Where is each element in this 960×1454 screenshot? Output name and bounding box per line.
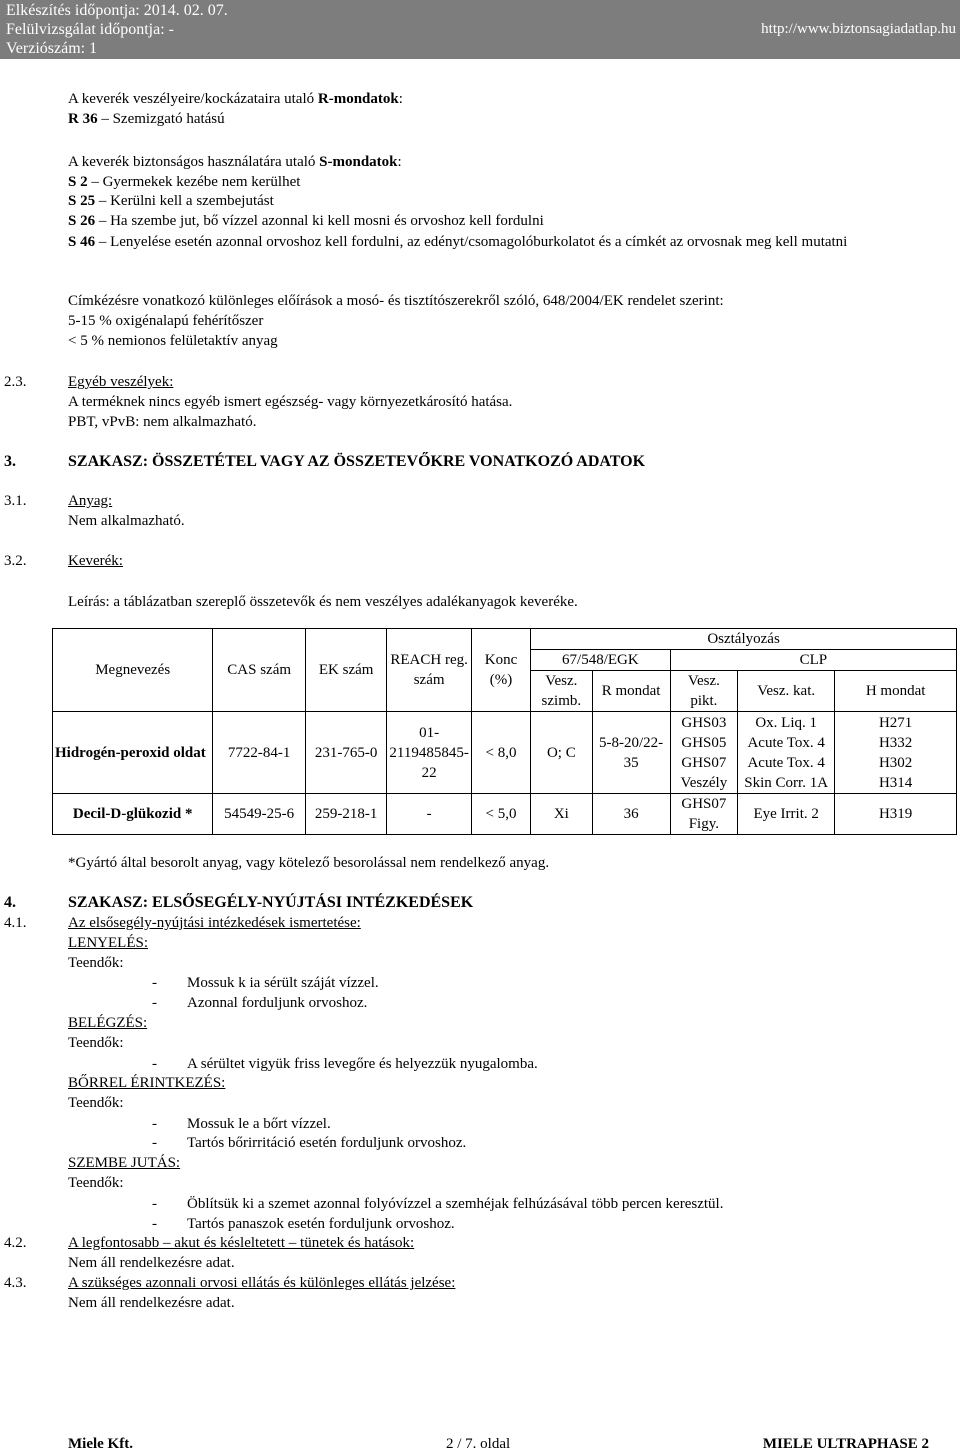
section-2-3-title: Egyéb veszélyek: — [68, 374, 174, 390]
s25-phrase: S 25 – Kerülni kell a szembejutást — [68, 193, 274, 209]
section-3-2-title: Keverék: — [68, 553, 123, 569]
row2-h-phrase: H319 — [835, 794, 957, 835]
section-3-1-number: 3.1. — [4, 493, 27, 509]
ingestion-heading: LENYELÉS: — [68, 935, 148, 951]
header-konc: Konc (%) — [471, 629, 530, 712]
eye-actions-label: Teendők: — [68, 1175, 124, 1191]
s2-phrase: S 2 – Gyermekek kezébe nem kerülhet — [68, 174, 301, 190]
row2-cas: 54549-25-6 — [213, 794, 306, 835]
section-2-3-number: 2.3. — [4, 374, 27, 390]
header-r-phrase: R mondat — [592, 671, 670, 712]
section-4-1-number: 4.1. — [4, 915, 27, 931]
footer-product-name: MIELE ULTRAPHASE 2 — [762, 1436, 929, 1452]
eye-contact-heading: SZEMBE JUTÁS: — [68, 1155, 181, 1171]
ingestion-actions-label: Teendők: — [68, 955, 124, 971]
table-row — [53, 712, 957, 794]
row2-reach: - — [387, 794, 471, 835]
inhalation-actions-label: Teendők: — [68, 1035, 124, 1051]
inhalation-heading: BELÉGZÉS: — [68, 1015, 148, 1031]
eye-step-1: Öblítsük ki a szemet azonnal folyóvízzel a szemhéjak felhúzásával több percen keresztül. — [187, 1196, 724, 1212]
header-cas: CAS szám — [213, 629, 306, 712]
row2-category: Eye Irrit. 2 — [738, 794, 835, 835]
section-3-1-title: Anyag: — [68, 493, 113, 509]
labelling-intro: Címkézésre vonatkozó különleges előírások a mosó- és tisztítószerekről szóló, 648/2004/EK rendelet szerint: — [68, 293, 724, 309]
header-category: Vesz. kat. — [738, 671, 835, 712]
s46-phrase: S 46 – Lenyelése esetén azonnal orvoshoz kell fordulni, az edényt/csomagolóburkolatot és a címkét az orvosnak meg kell mutatni — [68, 234, 848, 250]
skin-actions-label: Teendők: — [68, 1095, 124, 1111]
header-clp: CLP — [670, 650, 956, 671]
header-url-link[interactable]: http://www.biztonsagiadatlap.hu — [761, 21, 956, 37]
inhalation-step-1: A sérültet vigyük friss levegőre és helyezzük nyugalomba. — [187, 1056, 538, 1072]
substance-text: Nem alkalmazható. — [68, 513, 185, 529]
dash-bullet: - — [152, 975, 157, 991]
skin-contact-heading: BŐRREL ÉRINTKEZÉS: — [68, 1075, 226, 1091]
header-name: Megnevezés — [53, 629, 213, 712]
section-4-2-number: 4.2. — [4, 1235, 27, 1251]
header-reach: REACH reg. szám — [387, 629, 471, 712]
eye-step-2: Tartós panaszok esetén forduljunk orvoshoz. — [187, 1216, 455, 1232]
dash-bullet: - — [152, 1116, 157, 1132]
row1-category: Ox. Liq. 1 Acute Tox. 4 Acute Tox. 4 Skin Corr. 1A — [738, 712, 835, 794]
ingestion-step-1: Mossuk k ia sérült száját vízzel. — [187, 975, 379, 991]
row2-konc: < 5,0 — [471, 794, 530, 835]
section-4-1-title: Az elsősegély-nyújtási intézkedések ismertetése: — [68, 915, 361, 931]
mixture-description: Leírás: a táblázatban szereplő összetevők és nem veszélyes adalékanyagok keveréke. — [68, 594, 578, 610]
dash-bullet: - — [152, 1196, 157, 1212]
other-hazards-text: A terméknek nincs egyéb ismert egészség- vagy környezetkárosító hatása. — [68, 394, 513, 410]
skin-step-1: Mossuk le a bőrt vízzel. — [187, 1116, 331, 1132]
dash-bullet: - — [152, 1216, 157, 1232]
section-4-title: SZAKASZ: ELSŐSEGÉLY-NYÚJTÁSI INTÉZKEDÉSEK — [68, 894, 474, 911]
row1-reach: 01-2119485845-22 — [387, 712, 471, 794]
row2-pictogram: GHS07 Figy. — [670, 794, 737, 835]
s26-phrase: S 26 – Ha szembe jut, bő vízzel azonnal ki kell mosni és orvoshoz kell fordulni — [68, 213, 544, 229]
row1-r-phrase: 5-8-20/22-35 — [592, 712, 670, 794]
section-4-number: 4. — [4, 894, 16, 911]
dash-bullet: - — [152, 1056, 157, 1072]
dash-bullet: - — [152, 1135, 157, 1151]
composition-table — [52, 628, 957, 835]
footer-company: Miele Kft. — [68, 1436, 133, 1452]
row1-cas: 7722-84-1 — [213, 712, 306, 794]
document-header — [0, 0, 960, 59]
dash-bullet: - — [152, 995, 157, 1011]
header-ek: EK szám — [305, 629, 387, 712]
labelling-surfactant: < 5 % nemionos felületaktív anyag — [68, 333, 278, 349]
row1-konc: < 8,0 — [471, 712, 530, 794]
header-67-548: 67/548/EGK — [531, 650, 671, 671]
section-4-3-title: A szükséges azonnali orvosi ellátás és különleges ellátás jelzése: — [68, 1275, 456, 1291]
row1-name: Hidrogén-peroxid oldat — [53, 712, 213, 794]
section-3-title: SZAKASZ: ÖSSZETÉTEL VAGY AZ ÖSSZETEVŐKRE VONATKOZÓ ADATOK — [68, 453, 646, 470]
row2-r-phrase: 36 — [592, 794, 670, 835]
row1-ek: 231-765-0 — [305, 712, 387, 794]
medical-attention-text: Nem áll rendelkezésre adat. — [68, 1295, 235, 1311]
header-classification: Osztályozás — [531, 629, 957, 650]
row2-symbol: Xi — [531, 794, 592, 835]
header-pictogram: Vesz. pikt. — [670, 671, 737, 712]
footer-page-number: 2 / 7. oldal — [446, 1436, 511, 1452]
version-number: Verziószám: 1 — [6, 40, 98, 57]
revision-date: Felülvizsgálat időpontja: - — [6, 21, 174, 38]
header-symbol: Vesz. szimb. — [531, 671, 592, 712]
s-phrases-intro: A keverék biztonságos használatára utaló S-mondatok: — [68, 154, 402, 170]
row1-symbol: O; C — [531, 712, 592, 794]
header-meta — [6, 1, 228, 58]
row1-pictogram: GHS03 GHS05 GHS07 Veszély — [670, 712, 737, 794]
creation-date: Elkészítés időpontja: 2014. 02. 07. — [6, 2, 228, 19]
section-3-2-number: 3.2. — [4, 553, 27, 569]
ingestion-step-2: Azonnal forduljunk orvoshoz. — [187, 995, 368, 1011]
pbt-text: PBT, vPvB: nem alkalmazható. — [68, 414, 257, 430]
section-4-3-number: 4.3. — [4, 1275, 27, 1291]
section-4-2-title: A legfontosabb – akut és késleltetett – tünetek és hatások: — [68, 1235, 415, 1251]
row1-h-phrase: H271 H332 H302 H314 — [835, 712, 957, 794]
table-footnote: *Gyártó által besorolt anyag, vagy kötelező besorolással nem rendelkező anyag. — [68, 855, 550, 871]
labelling-bleach: 5-15 % oxigénalapú fehérítőszer — [68, 313, 264, 329]
r-phrases-intro: A keverék veszélyeire/kockázataira utaló R-mondatok: — [68, 91, 403, 107]
section-3-number: 3. — [4, 453, 16, 470]
row2-name: Decil-D-glükozid * — [53, 794, 213, 835]
row2-ek: 259-218-1 — [305, 794, 387, 835]
skin-step-2: Tartós bőrirritáció esetén forduljunk orvoshoz. — [187, 1135, 467, 1151]
header-h-phrase: H mondat — [835, 671, 957, 712]
table-row — [53, 794, 957, 835]
r36-phrase: R 36 – Szemizgató hatású — [68, 111, 225, 127]
symptoms-text: Nem áll rendelkezésre adat. — [68, 1255, 235, 1271]
